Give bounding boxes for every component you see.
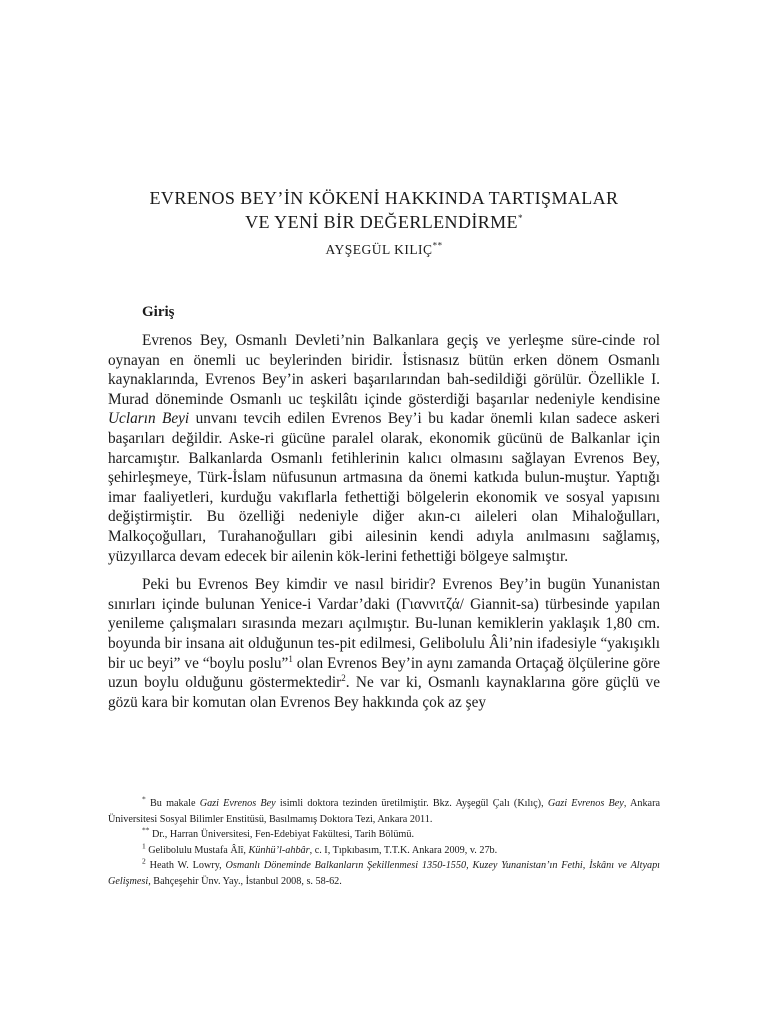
paragraph-2-text-b: olan Evrenos Bey’in aynı zamanda Ortaçağ ölçülerine göre uzun boylu olduğunu göstermektedir bbox=[108, 654, 661, 692]
footnote-star-text-c: , Ankara Üniversitesi Sosyal Bilimler Enstitüsü, Basılmamış Doktora Tezi, Ankara 2011. bbox=[108, 798, 660, 825]
paragraph-1-text-b: unvanı tevcih edilen Evrenos Bey’i bu kadar önemli kılan sadece askeri başarıları değildir. Aske-ri gücüne paralel olarak, ekonomik gücünü de Balkanlar için harcamıştır. Balkanlarda Osmanlı fetihlerinin kalıcı olmasını sağlayan Evrenos Bey, şehirleşmeye, Türk-İslam nüfusunun artmasına da önemi katkıda bulun-muştur. Yaptığı imar faaliyetleri, kurduğu vakıflarla fethettiği bölgelerin ekonomik ve sosyal yapısını değiştirmiştir. Bu özelliği nedeniyle diğer akın-cı aileleri olan Mihaloğulları, Malkoçoğulları, Turahanoğulları gibi ailesinin kendi adıyla anılmasını sağlamış, yüzyıllarca devam edecek bir ailenin kök-lerini fethettiği bölgeye salmıştır. bbox=[108, 410, 660, 565]
footnote-star-text-a: Bu makale bbox=[145, 798, 200, 809]
footnote-2-mark: 2 bbox=[142, 856, 146, 866]
title-footnote-mark[interactable]: * bbox=[517, 213, 523, 223]
author-name: AYŞEGÜL KILIÇ bbox=[325, 242, 433, 257]
author-footnote-mark[interactable]: ** bbox=[432, 240, 443, 251]
footnote-ref-1[interactable]: 1 bbox=[288, 653, 293, 664]
section-heading: Giriş bbox=[142, 304, 175, 320]
paragraph-2-text-c: . Ne var ki, Osmanlı kaynaklarına göre güçlü ve gözü kara bir komutan olan Evrenos Bey hakkında çok az şey bbox=[108, 674, 660, 711]
footnote-1-mark: 1 bbox=[142, 841, 146, 851]
footnote-1-text-b: , c. I, Tıpkıbasım, T.T.K. Ankara 2009, v. 27b. bbox=[309, 844, 498, 856]
footnote-double-star-text: Dr., Harran Üniversitesi, Fen-Edebiyat Fakültesi, Tarih Bölümü. bbox=[149, 829, 414, 840]
footnote-star-text-b: isimli doktora tezinden üretilmiştir. Bkz. Ayşegül Çalı (Kılıç), bbox=[275, 798, 548, 809]
footnote-1-text-a: Gelibolulu Mustafa Âlî, bbox=[145, 844, 249, 856]
footnote-star-mark: * bbox=[142, 794, 146, 804]
paragraph-1 bbox=[108, 331, 660, 566]
footnote-star-italic-2: Gazi Evrenos Bey bbox=[547, 798, 624, 809]
footnote-2-text-a: Heath W. Lowry, bbox=[145, 860, 226, 871]
footnote-1-italic: Künhü’l-ahbâr bbox=[248, 844, 310, 856]
paragraph-2 bbox=[108, 575, 660, 712]
article-title bbox=[108, 186, 660, 234]
author-line bbox=[108, 242, 660, 258]
footnote-2-text-b: , Bahçeşehir Ünv. Yay., İstanbul 2008, s. 58-62. bbox=[148, 875, 342, 887]
footnote-star-italic-1: Gazi Evrenos Bey bbox=[199, 798, 276, 809]
footnote-2-italic: Osmanlı Döneminde Balkanların Şekillenmesi 1350-1550, Kuzey Yunanistan’ın Fethi, İskânı ve Altyapı Gelişmesi bbox=[108, 860, 660, 887]
footnotes bbox=[108, 796, 660, 889]
footnote-ref-2[interactable]: 2 bbox=[341, 673, 346, 683]
paragraph-2-text-a: Peki bu Evrenos Bey kimdir ve nasıl biridir? Evrenos Bey’in bugün Yunanistan sınırları içinde bulunan Yenice-i Vardar’daki (Γιαννιτζά/ Giannit-sa) türbesinde yapılan yenileme çalışmaları sırasında mezarı açılmıştır. Bu-lunan kemiklerin yaklaşık 1,80 cm. boyunda bir insana ait olduğunun tes-pit edilmesi, Gelibolulu Âli’nin ifadesiyle “yakışıklı bir uc beyi” ve “boylu poslu” bbox=[108, 576, 660, 672]
footnote-star bbox=[108, 796, 660, 827]
article-body bbox=[108, 331, 660, 721]
footnote-1 bbox=[108, 843, 660, 859]
title-line-1: EVRENOS BEY’İN KÖKENİ HAKKINDA TARTIŞMALAR bbox=[149, 188, 619, 208]
footnote-2 bbox=[108, 858, 660, 889]
title-line-2: VE YENİ BİR DEĞERLENDİRME bbox=[245, 212, 518, 232]
footnote-double-star bbox=[108, 827, 660, 843]
paragraph-1-text-a: Evrenos Bey, Osmanlı Devleti’nin Balkanlara geçiş ve yerleşme süre-cinde rol oynayan en önemli uc beylerinden biridir. İstisnasız bütün erken dönem Osmanlı kaynaklarında, Evrenos Bey’in askeri başarılarından bah-sedildiği görülür. Özellikle I. Murad döneminde Osmanlı uc teşkilâtı içinde gösterdiği başarılar nedeniyle kendisine bbox=[108, 332, 660, 408]
footnote-double-star-mark: ** bbox=[142, 825, 150, 835]
paragraph-1-italic: Ucların Beyi bbox=[108, 410, 190, 428]
